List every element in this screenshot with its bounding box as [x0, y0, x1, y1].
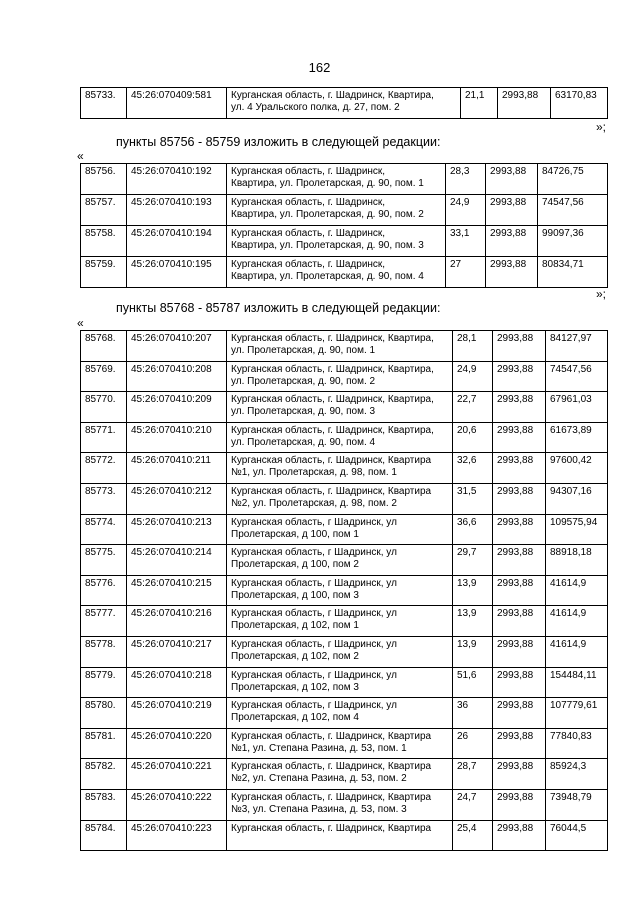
area-cell: 28,7 — [453, 759, 493, 790]
address-line-1: Курганская область, г. Шадринск, Квартира — [231, 761, 432, 773]
total-value-cell: 41614,9 — [546, 575, 608, 606]
cadastral-number-cell: 45:26:070410:214 — [127, 545, 227, 576]
address-cell — [227, 88, 461, 119]
address-line-2: Квартира, ул. Пролетарская, д. 90, пом. 1 — [231, 178, 424, 189]
total-value-cell: 76044,5 — [546, 820, 608, 851]
address-line-1: Курганская область, г. Шадринск, Квартира, — [231, 333, 434, 344]
cadastral-number-cell: 45:26:070410:209 — [127, 392, 227, 423]
address-line-2: №2, ул. Пролетарская, д. 98, пом. 2 — [231, 497, 397, 509]
address-cell — [227, 164, 446, 195]
address-line-1: Курганская область, г Шадринск, ул — [231, 669, 397, 681]
address-cell — [227, 759, 453, 790]
address-cell — [227, 361, 453, 392]
row-number-cell: 85771. — [81, 422, 127, 453]
table-row — [81, 257, 608, 288]
address-line-2: Пролетарская, д 102, пом 2 — [231, 650, 359, 662]
address-line-1: Курганская область, г Шадринск, ул — [231, 638, 397, 650]
table-row — [81, 789, 608, 820]
address-line-2: №2, ул. Степана Разина, д. 53, пом. 2 — [231, 773, 407, 785]
area-cell: 24,9 — [453, 361, 493, 392]
unit-price-cell: 2993,88 — [493, 667, 546, 698]
unit-price-cell: 2993,88 — [493, 331, 546, 362]
address-cell — [227, 728, 453, 759]
table-row — [81, 636, 608, 667]
table-row — [81, 331, 608, 362]
unit-price-cell: 2993,88 — [493, 392, 546, 423]
table-row — [81, 164, 608, 195]
total-value-cell: 154484,11 — [546, 667, 608, 698]
cadastral-number-cell: 45:26:070410:195 — [127, 257, 227, 288]
address-line-2: Квартира, ул. Пролетарская, д. 90, пом. 4 — [231, 271, 424, 282]
row-number-cell: 85756. — [81, 164, 127, 195]
row-number-cell: 85783. — [81, 789, 127, 820]
cadastral-number-cell: 45:26:070410:212 — [127, 483, 227, 514]
address-line-2: ул. 4 Уральского полка, д. 27, пом. 2 — [231, 102, 400, 113]
address-cell — [227, 514, 453, 545]
address-line-1: Курганская область, г Шадринск, ул — [231, 700, 397, 712]
table-row — [81, 195, 608, 226]
address-line-2: №1, ул. Степана Разина, д. 53, пом. 1 — [231, 742, 407, 754]
unit-price-cell: 2993,88 — [493, 820, 546, 851]
table-row — [81, 514, 608, 545]
cadastral-number-cell: 45:26:070410:222 — [127, 789, 227, 820]
area-cell: 31,5 — [453, 483, 493, 514]
cadastral-number-cell: 45:26:070410:194 — [127, 226, 227, 257]
closing-quote-2: »; — [596, 287, 607, 301]
total-value-cell: 41614,9 — [546, 606, 608, 637]
address-line-1: Курганская область, г. Шадринск, Квартира — [231, 730, 432, 742]
address-line-2: ул. Пролетарская, д. 90, пом. 1 — [231, 345, 376, 356]
address-line-1: Курганская область, г. Шадринск, Квартира, — [231, 394, 434, 406]
row-number-cell: 85772. — [81, 453, 127, 484]
total-value-cell: 74547,56 — [538, 195, 608, 226]
area-cell: 36 — [453, 698, 493, 729]
opening-quote-1: « — [77, 149, 84, 163]
cadastral-number-cell: 45:26:070410:193 — [127, 195, 227, 226]
address-cell — [227, 257, 446, 288]
row-number-cell: 85769. — [81, 361, 127, 392]
row-number-cell: 85757. — [81, 195, 127, 226]
row-number-cell: 85773. — [81, 483, 127, 514]
table-row — [81, 226, 608, 257]
unit-price-cell: 2993,88 — [493, 545, 546, 576]
table-row — [81, 453, 608, 484]
area-cell: 32,6 — [453, 453, 493, 484]
unit-price-cell: 2993,88 — [493, 606, 546, 637]
address-line-1: Курганская область, г. Шадринск, Квартира — [231, 822, 432, 834]
total-value-cell: 74547,56 — [546, 361, 608, 392]
address-line-1: Курганская область, г. Шадринск, Квартира, — [231, 363, 434, 375]
row-number-cell: 85782. — [81, 759, 127, 790]
cadastral-number-cell: 45:26:070410:208 — [127, 361, 227, 392]
table-row — [81, 667, 608, 698]
unit-price-cell: 2993,88 — [486, 164, 538, 195]
total-value-cell: 77840,83 — [546, 728, 608, 759]
unit-price-cell: 2993,88 — [498, 88, 551, 119]
table-row — [81, 698, 608, 729]
address-line-1: Курганская область, г. Шадринск, — [231, 166, 386, 177]
total-value-cell: 94307,16 — [546, 483, 608, 514]
address-line-2: Пролетарская, д 100, пом 1 — [231, 528, 359, 540]
row-number-cell: 85774. — [81, 514, 127, 545]
area-cell: 27 — [446, 257, 486, 288]
row-number-cell: 85776. — [81, 575, 127, 606]
total-value-cell: 73948,79 — [546, 789, 608, 820]
unit-price-cell: 2993,88 — [493, 422, 546, 453]
total-value-cell: 84726,75 — [538, 164, 608, 195]
page-number: 162 — [308, 60, 331, 75]
row-number-cell: 85768. — [81, 331, 127, 362]
row-number-cell: 85775. — [81, 545, 127, 576]
area-cell: 51,6 — [453, 667, 493, 698]
address-line-1: Курганская область, г Шадринск, ул — [231, 516, 397, 528]
cadastral-number-cell: 45:26:070410:220 — [127, 728, 227, 759]
address-line-2: Квартира, ул. Пролетарская, д. 90, пом. 2 — [231, 209, 424, 220]
address-cell — [227, 698, 453, 729]
area-cell: 33,1 — [446, 226, 486, 257]
address-line-1: Курганская область, г. Шадринск, Квартира, — [231, 90, 434, 101]
address-line-1: Курганская область, г. Шадринск, — [231, 228, 386, 239]
area-cell: 24,7 — [453, 789, 493, 820]
address-cell — [227, 226, 446, 257]
opening-quote-2: « — [77, 316, 84, 330]
address-line-2: ул. Пролетарская, д. 90, пом. 2 — [231, 375, 376, 387]
total-value-cell: 109575,94 — [546, 514, 608, 545]
table-85768-85787 — [80, 330, 608, 851]
area-cell: 25,4 — [453, 820, 493, 851]
address-line-1: Курганская область, г. Шадринск, Квартира — [231, 791, 432, 803]
unit-price-cell: 2993,88 — [493, 728, 546, 759]
address-line-2: Пролетарская, д 102, пом 1 — [231, 620, 359, 632]
address-cell — [227, 606, 453, 637]
table-85756-85759 — [80, 163, 608, 288]
table-row — [81, 422, 608, 453]
unit-price-cell: 2993,88 — [493, 759, 546, 790]
row-number-cell: 85759. — [81, 257, 127, 288]
address-line-2: Квартира, ул. Пролетарская, д. 90, пом. 3 — [231, 240, 424, 251]
row-number-cell: 85777. — [81, 606, 127, 637]
row-number-cell: 85733. — [81, 88, 127, 119]
address-line-1: Курганская область, г Шадринск, ул — [231, 577, 397, 589]
total-value-cell: 85924,3 — [546, 759, 608, 790]
closing-quote-1: »; — [596, 120, 607, 134]
row-number-cell: 85770. — [81, 392, 127, 423]
row-number-cell: 85780. — [81, 698, 127, 729]
address-line-1: Курганская область, г. Шадринск, — [231, 259, 386, 270]
table-row — [81, 483, 608, 514]
total-value-cell: 80834,71 — [538, 257, 608, 288]
address-cell — [227, 195, 446, 226]
cadastral-number-cell: 45:26:070410:218 — [127, 667, 227, 698]
area-cell: 36,6 — [453, 514, 493, 545]
unit-price-cell: 2993,88 — [493, 453, 546, 484]
unit-price-cell: 2993,88 — [493, 514, 546, 545]
cadastral-number-cell: 45:26:070410:223 — [127, 820, 227, 851]
total-value-cell: 41614,9 — [546, 636, 608, 667]
area-cell: 20,6 — [453, 422, 493, 453]
table-amendment-top — [80, 87, 608, 119]
area-cell: 29,7 — [453, 545, 493, 576]
unit-price-cell: 2993,88 — [493, 636, 546, 667]
table-row — [81, 88, 608, 119]
cadastral-number-cell: 45:26:070410:192 — [127, 164, 227, 195]
address-cell — [227, 636, 453, 667]
area-cell: 21,1 — [461, 88, 498, 119]
cadastral-number-cell: 45:26:070409:581 — [127, 88, 227, 119]
section-heading-85768: пункты 85768 - 85787 изложить в следующей редакции: — [116, 301, 441, 315]
row-number-cell: 85779. — [81, 667, 127, 698]
total-value-cell: 63170,83 — [551, 88, 608, 119]
address-cell — [227, 483, 453, 514]
address-cell — [227, 392, 453, 423]
address-cell — [227, 422, 453, 453]
area-cell: 13,9 — [453, 606, 493, 637]
total-value-cell: 67961,03 — [546, 392, 608, 423]
address-line-2: Пролетарская, д 102, пом 4 — [231, 712, 359, 724]
area-cell: 28,1 — [453, 331, 493, 362]
unit-price-cell: 2993,88 — [493, 575, 546, 606]
table-row — [81, 392, 608, 423]
address-line-1: Курганская область, г. Шадринск, Квартира — [231, 455, 432, 467]
area-cell: 13,9 — [453, 575, 493, 606]
cadastral-number-cell: 45:26:070410:207 — [127, 331, 227, 362]
unit-price-cell: 2993,88 — [493, 361, 546, 392]
address-line-2: №1, ул. Пролетарская, д. 98, пом. 1 — [231, 467, 397, 479]
total-value-cell: 107779,61 — [546, 698, 608, 729]
address-line-1: Курганская область, г Шадринск, ул — [231, 608, 397, 620]
area-cell: 24,9 — [446, 195, 486, 226]
table-row — [81, 728, 608, 759]
address-line-2: №3, ул. Степана Разина, д. 53, пом. 3 — [231, 803, 407, 815]
unit-price-cell: 2993,88 — [493, 483, 546, 514]
section-heading-85756: пункты 85756 - 85759 изложить в следующей редакции: — [116, 135, 441, 149]
cadastral-number-cell: 45:26:070410:219 — [127, 698, 227, 729]
address-line-2: ул. Пролетарская, д. 90, пом. 3 — [231, 406, 376, 418]
row-number-cell: 85758. — [81, 226, 127, 257]
area-cell: 26 — [453, 728, 493, 759]
address-cell — [227, 545, 453, 576]
total-value-cell: 84127,97 — [546, 331, 608, 362]
cadastral-number-cell: 45:26:070410:213 — [127, 514, 227, 545]
unit-price-cell: 2993,88 — [486, 226, 538, 257]
row-number-cell: 85781. — [81, 728, 127, 759]
address-cell — [227, 820, 453, 851]
address-cell — [227, 667, 453, 698]
table-row — [81, 820, 608, 851]
row-number-cell: 85778. — [81, 636, 127, 667]
address-line-2: Пролетарская, д 100, пом 2 — [231, 559, 359, 571]
total-value-cell: 88918,18 — [546, 545, 608, 576]
cadastral-number-cell: 45:26:070410:216 — [127, 606, 227, 637]
address-line-1: Курганская область, г Шадринск, ул — [231, 547, 397, 559]
cadastral-number-cell: 45:26:070410:211 — [127, 453, 227, 484]
area-cell: 28,3 — [446, 164, 486, 195]
area-cell: 22,7 — [453, 392, 493, 423]
table-row — [81, 606, 608, 637]
address-cell — [227, 575, 453, 606]
table-row — [81, 361, 608, 392]
table-row — [81, 545, 608, 576]
cadastral-number-cell: 45:26:070410:215 — [127, 575, 227, 606]
cadastral-number-cell: 45:26:070410:221 — [127, 759, 227, 790]
address-line-1: Курганская область, г. Шадринск, Квартира — [231, 485, 432, 497]
address-cell — [227, 453, 453, 484]
address-line-1: Курганская область, г. Шадринск, — [231, 197, 386, 208]
total-value-cell: 61673,89 — [546, 422, 608, 453]
address-line-2: Пролетарская, д 102, пом 3 — [231, 681, 359, 693]
total-value-cell: 99097,36 — [538, 226, 608, 257]
address-cell — [227, 789, 453, 820]
total-value-cell: 97600,42 — [546, 453, 608, 484]
unit-price-cell: 2993,88 — [493, 698, 546, 729]
address-line-2: ул. Пролетарская, д. 90, пом. 4 — [231, 436, 376, 448]
address-line-1: Курганская область, г. Шадринск, Квартира, — [231, 424, 434, 436]
cadastral-number-cell: 45:26:070410:210 — [127, 422, 227, 453]
address-line-2: Пролетарская, д 100, пом 3 — [231, 589, 359, 601]
cadastral-number-cell: 45:26:070410:217 — [127, 636, 227, 667]
unit-price-cell: 2993,88 — [486, 257, 538, 288]
table-row — [81, 575, 608, 606]
unit-price-cell: 2993,88 — [486, 195, 538, 226]
unit-price-cell: 2993,88 — [493, 789, 546, 820]
table-row — [81, 759, 608, 790]
address-cell — [227, 331, 453, 362]
row-number-cell: 85784. — [81, 820, 127, 851]
area-cell: 13,9 — [453, 636, 493, 667]
